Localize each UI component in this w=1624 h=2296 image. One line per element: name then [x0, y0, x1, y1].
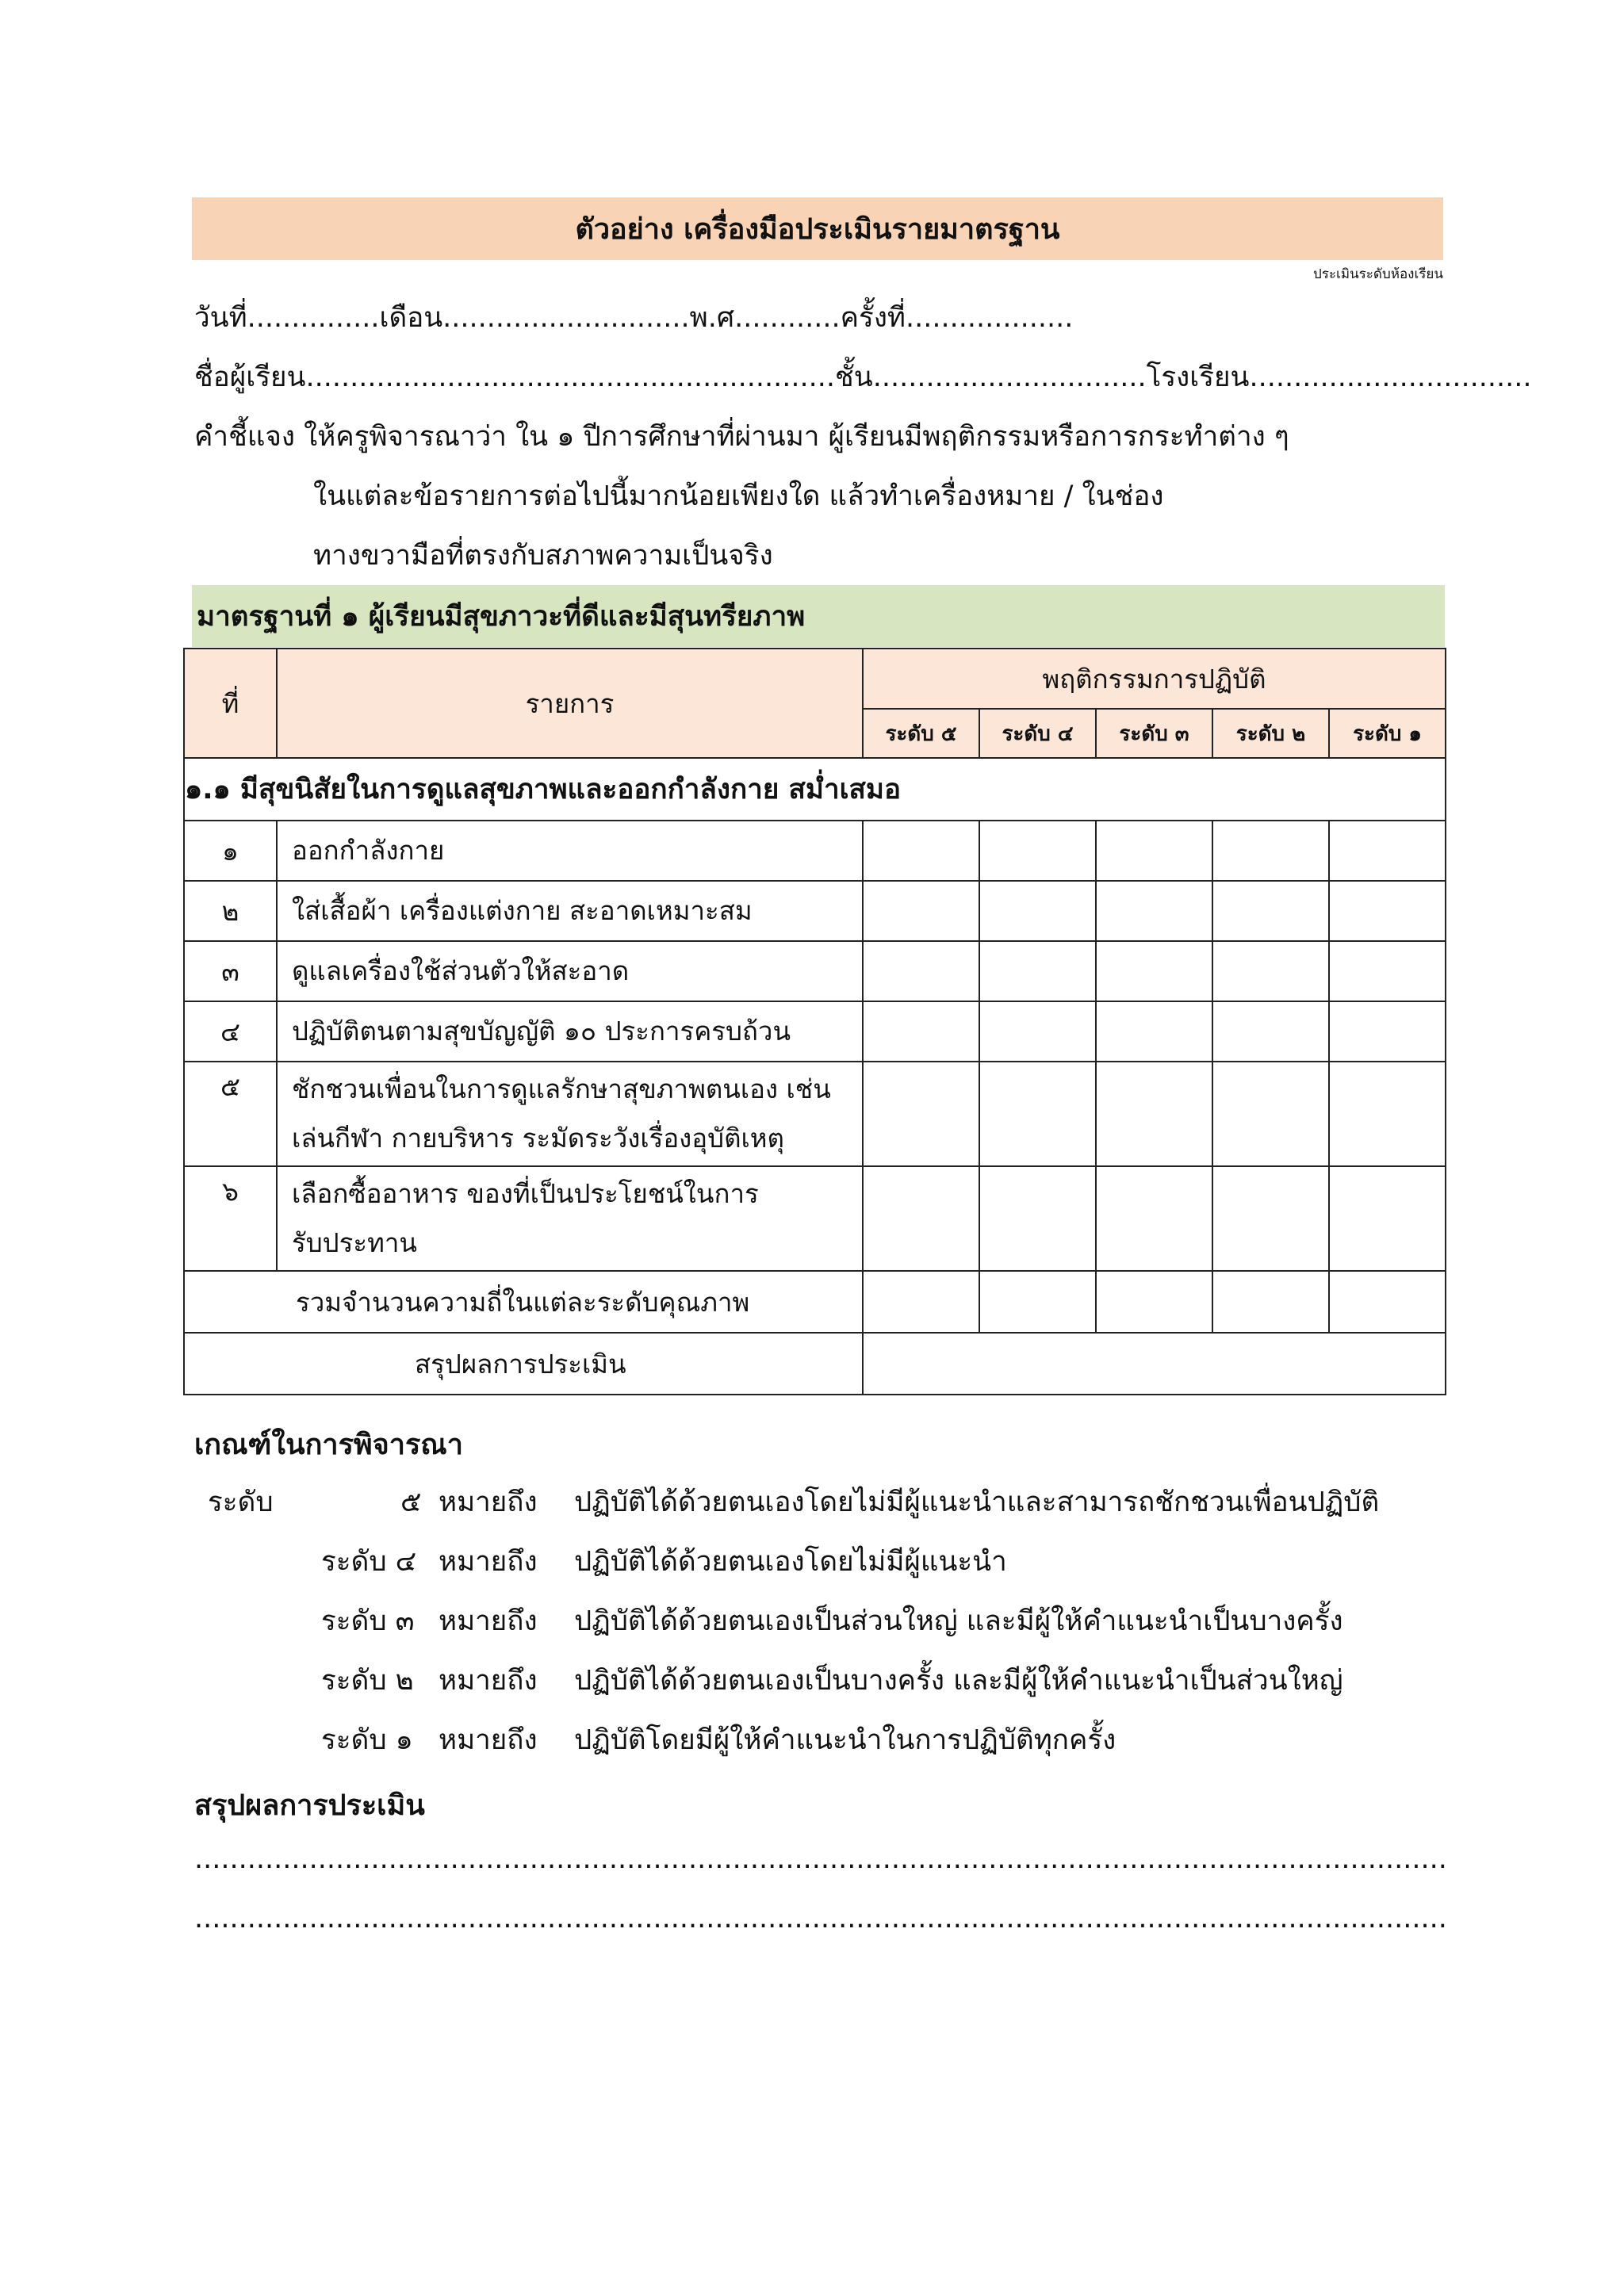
criteria-level-number: ๕ [400, 1487, 422, 1518]
row-item-line: ปฏิบัติตนตามสุขบัญญัติ ๑๐ ประการครบถ้วน [292, 1016, 791, 1047]
check-cell-level-4[interactable] [979, 1001, 1096, 1062]
row-item-line: ใส่เสื้อผ้า เครื่องแต่งกาย สะอาดเหมาะสม [292, 895, 753, 926]
check-cell-level-3[interactable] [1096, 1001, 1212, 1062]
check-cell-level-1[interactable] [1329, 1001, 1446, 1062]
row-item-line: เลือกซื้ออาหาร ของที่เป็นประโยชน์ในการ [292, 1178, 759, 1209]
check-cell-level-3[interactable] [1096, 1166, 1212, 1271]
check-cell-level-2[interactable] [1212, 881, 1329, 941]
criteria-level: ระดับ ๓ [321, 1605, 415, 1637]
criteria-level-prefix: ระดับ [208, 1487, 274, 1518]
table-row [184, 1166, 1446, 1271]
criteria-desc: ปฏิบัติได้ด้วยตนเองเป็นบางครั้ง และมีผู้ให้คำแนะนำเป็นส่วนใหญ่ [574, 1665, 1343, 1697]
check-cell-level-1[interactable] [1329, 1062, 1446, 1166]
table-row [184, 941, 1446, 1001]
check-cell-level-4[interactable] [979, 821, 1096, 881]
table-row [184, 821, 1446, 881]
criteria-level: ระดับ ๒ [321, 1665, 414, 1697]
summary-heading: สรุปผลการประเมิน [194, 1789, 425, 1822]
row-item-line: ออกกำลังกาย [292, 835, 445, 866]
col-header-behavior: พฤติกรรมการปฏิบัติ [863, 649, 1446, 709]
criteria-heading: เกณฑ์ในการพิจารณา [194, 1429, 463, 1461]
check-cell-level-2[interactable] [1212, 821, 1329, 881]
check-cell-level-3[interactable] [1096, 941, 1212, 1001]
frequency-total-row [184, 1271, 1446, 1333]
check-cell-level-3[interactable] [1096, 881, 1212, 941]
row-item [277, 1062, 863, 1166]
check-cell-level-2[interactable] [1212, 1062, 1329, 1166]
student-line: ชื่อผู้เรียน............................................................ชั้น...............................โรงเรียน................................ [194, 362, 1532, 393]
row-item [277, 1166, 863, 1271]
row-number: ๒ [184, 881, 277, 941]
row-item [277, 821, 863, 881]
row-number: ๑ [184, 821, 277, 881]
summary-line-2[interactable]: .............................................................................................................................................. [194, 1903, 1447, 1934]
row-item [277, 941, 863, 1001]
row-number: ๕ [184, 1062, 277, 1166]
check-cell-level-5[interactable] [863, 1001, 979, 1062]
instructions-line-3: ทางขวามือที่ตรงกับสภาพความเป็นจริง [313, 540, 773, 572]
col-header-level-5: ระดับ ๕ [863, 709, 979, 758]
check-cell-level-4[interactable] [979, 1166, 1096, 1271]
criteria-desc: ปฏิบัติได้ด้วยตนเองโดยไม่มีผู้แนะนำและสามารถชักชวนเพื่อนปฏิบัติ [574, 1487, 1380, 1518]
table-row [184, 1062, 1446, 1166]
row-item [277, 881, 863, 941]
row-item-line: รับประทาน [292, 1227, 417, 1258]
frequency-total-label: รวมจำนวนความถี่ในแต่ละระดับคุณภาพ [184, 1271, 863, 1333]
criteria-meaning: หมายถึง [439, 1665, 538, 1697]
row-number: ๔ [184, 1001, 277, 1062]
standard-heading: มาตรฐานที่ ๑ ผู้เรียนมีสุขภาวะที่ดีและมีสุนทรียภาพ [192, 585, 1445, 647]
col-header-item: รายการ [277, 649, 863, 758]
col-header-level-2: ระดับ ๒ [1212, 709, 1329, 758]
check-cell-level-5[interactable] [863, 941, 979, 1001]
check-cell-level-4[interactable] [979, 1062, 1096, 1166]
result-label: สรุปผลการประเมิน [184, 1333, 863, 1395]
total-cell-level-2[interactable] [1212, 1271, 1329, 1333]
form-title: ตัวอย่าง เครื่องมือประเมินรายมาตรฐาน [192, 197, 1443, 260]
check-cell-level-4[interactable] [979, 881, 1096, 941]
criteria-level: ระดับ ๑ [321, 1724, 413, 1756]
check-cell-level-3[interactable] [1096, 821, 1212, 881]
col-header-level-4: ระดับ ๔ [979, 709, 1096, 758]
summary-line-1[interactable]: .............................................................................................................................................. [194, 1843, 1447, 1875]
table-row [184, 1001, 1446, 1062]
total-cell-level-5[interactable] [863, 1271, 979, 1333]
table-row [184, 881, 1446, 941]
evaluation-table [183, 648, 1446, 1395]
check-cell-level-5[interactable] [863, 1062, 979, 1166]
check-cell-level-3[interactable] [1096, 1062, 1212, 1166]
criteria-meaning: หมายถึง [439, 1487, 538, 1518]
row-item-line: ชักชวนเพื่อนในการดูแลรักษาสุขภาพตนเอง เช่น [292, 1073, 831, 1104]
col-header-level-3: ระดับ ๓ [1096, 709, 1212, 758]
criteria-desc: ปฏิบัติได้ด้วยตนเองเป็นส่วนใหญ่ และมีผู้ให้คำแนะนำเป็นบางครั้ง [574, 1605, 1343, 1637]
col-header-level-1: ระดับ ๑ [1329, 709, 1446, 758]
row-item [277, 1001, 863, 1062]
col-header-no: ที่ [184, 649, 277, 758]
criteria-meaning: หมายถึง [439, 1724, 538, 1756]
criteria-level: ระดับ ๔ [321, 1546, 417, 1578]
criteria-meaning: หมายถึง [439, 1546, 538, 1578]
total-cell-level-1[interactable] [1329, 1271, 1446, 1333]
section-heading: ๑.๑ มีสุขนิสัยในการดูแลสุขภาพและออกกำลังกาย สม่ำเสมอ [184, 758, 1446, 821]
criteria-desc: ปฏิบัติโดยมีผู้ให้คำแนะนำในการปฏิบัติทุกครั้ง [574, 1724, 1116, 1756]
scope-note: ประเมินระดับห้องเรียน [1312, 266, 1443, 282]
check-cell-level-1[interactable] [1329, 941, 1446, 1001]
check-cell-level-4[interactable] [979, 941, 1096, 1001]
check-cell-level-1[interactable] [1329, 1166, 1446, 1271]
check-cell-level-5[interactable] [863, 881, 979, 941]
check-cell-level-5[interactable] [863, 1166, 979, 1271]
row-number: ๖ [184, 1166, 277, 1271]
criteria-meaning: หมายถึง [439, 1605, 538, 1637]
row-item-line: เล่นกีฬา กายบริหาร ระมัดระวังเรื่องอุบัติเหตุ [292, 1123, 784, 1154]
check-cell-level-1[interactable] [1329, 881, 1446, 941]
result-row [184, 1333, 1446, 1395]
instructions-line-1: คำชี้แจง ให้ครูพิจารณาว่า ใน ๑ ปีการศึกษาที่ผ่านมา ผู้เรียนมีพฤติกรรมหรือการกระทำต่าง ๆ [194, 421, 1289, 453]
check-cell-level-2[interactable] [1212, 941, 1329, 1001]
total-cell-level-3[interactable] [1096, 1271, 1212, 1333]
result-cell[interactable] [863, 1333, 1446, 1395]
check-cell-level-2[interactable] [1212, 1001, 1329, 1062]
row-number: ๓ [184, 941, 277, 1001]
date-line: วันที่...............เดือน............................พ.ศ............ครั้งที่................... [194, 302, 1074, 334]
instructions-line-2: ในแต่ละข้อรายการต่อไปนี้มากน้อยเพียงใด แล้วทำเครื่องหมาย / ในช่อง [313, 480, 1164, 512]
total-cell-level-4[interactable] [979, 1271, 1096, 1333]
check-cell-level-2[interactable] [1212, 1166, 1329, 1271]
check-cell-level-5[interactable] [863, 821, 979, 881]
criteria-desc: ปฏิบัติได้ด้วยตนเองโดยไม่มีผู้แนะนำ [574, 1546, 1007, 1578]
check-cell-level-1[interactable] [1329, 821, 1446, 881]
row-item-line: ดูแลเครื่องใช้ส่วนตัวให้สะอาด [292, 955, 630, 986]
